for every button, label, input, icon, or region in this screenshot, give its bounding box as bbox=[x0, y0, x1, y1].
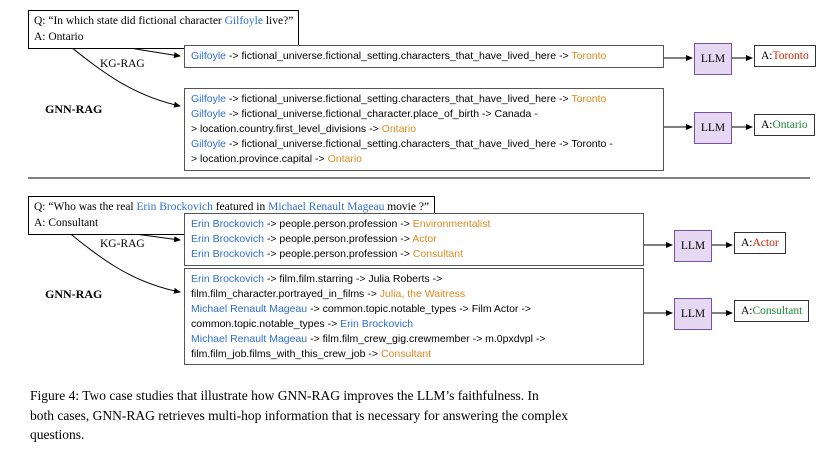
llm-label: LLM bbox=[700, 53, 726, 65]
fact-row: film.film_job.films_with_this_crew_job -> Consultant bbox=[191, 347, 432, 360]
case2-kg-rag-answer-box bbox=[734, 232, 786, 254]
answer-prefix: A: bbox=[741, 237, 753, 249]
case2-question-mid: featured in bbox=[212, 201, 269, 213]
case2-gnn-rag-facts bbox=[184, 268, 644, 365]
case1-question-entity: Gilfoyle bbox=[224, 15, 263, 27]
fact-row: Erin Brockovich -> people.person.profession -> Environmentalist bbox=[191, 218, 491, 230]
fact-row: > location.province.capital -> Ontario bbox=[191, 152, 363, 165]
answer-value: Consultant bbox=[752, 305, 803, 317]
fact-row: film.film_character.portrayed_in_films -> Julia, the Waitress bbox=[191, 287, 466, 300]
answer-value: Ontario bbox=[772, 119, 808, 131]
caption-line-1: Figure 4: Two case studies that illustrate how GNN-RAG improves the LLM’s faithfulness. In bbox=[30, 388, 539, 403]
case1-kg-rag-answer-box bbox=[754, 45, 816, 67]
caption-line-2: both cases, GNN-RAG retrieves multi-hop information that is necessary for answering the complex bbox=[30, 407, 568, 423]
fact-row: > location.country.first_level_divisions -> Ontario bbox=[191, 122, 417, 135]
case1-kg-rag-llm-box bbox=[694, 43, 732, 75]
answer-prefix: A: bbox=[761, 119, 773, 131]
case1-question-box bbox=[28, 10, 299, 49]
case2-question-prefix: Q: “Who was the real bbox=[34, 201, 137, 213]
fact-row: Erin Brockovich -> people.person.profession -> Consultant bbox=[191, 247, 463, 260]
caption-line-3: questions. bbox=[30, 427, 85, 443]
case2-gnn-rag-llm-box bbox=[674, 298, 712, 330]
fact-row: Erin Brockovich -> film.film.starring -> Julia Roberts -> bbox=[191, 273, 443, 285]
case2-gnn-rag-label: GNN-RAG bbox=[45, 287, 103, 301]
llm-label: LLM bbox=[680, 308, 706, 320]
case2-answer-line: A: Consultant bbox=[34, 216, 99, 229]
fact-row: common.topic.notable_types -> Erin Brockovich bbox=[191, 317, 414, 330]
case1-question-suffix: live?” bbox=[262, 15, 294, 27]
case2-question-entity2: Michael Renault Mageau bbox=[268, 201, 385, 213]
case2-kg-rag-facts bbox=[184, 213, 644, 266]
case1-gnn-rag-answer-box bbox=[754, 114, 815, 136]
llm-label: LLM bbox=[700, 122, 726, 134]
case1-kg-rag-label: KG-RAG bbox=[100, 58, 145, 70]
answer-prefix: A: bbox=[741, 305, 753, 317]
case2-kg-rag-label: KG-RAG bbox=[100, 238, 145, 250]
fact-row: Erin Brockovich -> people.person.profession -> Actor bbox=[191, 232, 437, 245]
llm-label: LLM bbox=[680, 240, 706, 252]
figure-caption bbox=[30, 386, 808, 445]
answer-prefix: A: bbox=[761, 50, 773, 62]
fact-row: Michael Renault Mageau -> common.topic.notable_types -> Film Actor -> bbox=[191, 302, 531, 315]
fact-row: Michael Renault Mageau -> film.film_crew_gig.crewmember -> m.0pxdvpl -> bbox=[191, 332, 546, 345]
case2-question-entity1: Erin Brockovich bbox=[136, 201, 213, 213]
case1-kg-rag-facts bbox=[184, 45, 664, 68]
case1-gnn-rag-facts bbox=[184, 88, 664, 171]
fact-row: Gilfoyle -> fictional_universe.fictional_setting.characters_that_have_lived_here -> Toronto - bbox=[191, 137, 613, 150]
case1-answer-line: A: Ontario bbox=[34, 30, 84, 43]
case1-gnn-rag-label: GNN-RAG bbox=[45, 102, 103, 116]
case2-question-suffix: movie ?” bbox=[384, 201, 430, 213]
case2-gnn-rag-answer-box bbox=[734, 300, 809, 322]
case1-gnn-rag-llm-box bbox=[694, 112, 732, 144]
fact-row: Gilfoyle -> fictional_universe.fictional_setting.characters_that_have_lived_here -> Toronto bbox=[191, 50, 607, 62]
fact-row: Gilfoyle -> fictional_universe.fictional_setting.characters_that_have_lived_here -> Toronto bbox=[191, 93, 607, 105]
fact-row: Gilfoyle -> fictional_universe.fictional_character.place_of_birth -> Canada - bbox=[191, 107, 538, 120]
answer-value: Actor bbox=[752, 237, 779, 249]
case1-question-prefix: Q: “In which state did fictional character bbox=[34, 15, 225, 27]
case1-question-line bbox=[34, 14, 293, 30]
case2-kg-rag-llm-box bbox=[674, 230, 712, 262]
answer-value: Toronto bbox=[772, 50, 809, 62]
